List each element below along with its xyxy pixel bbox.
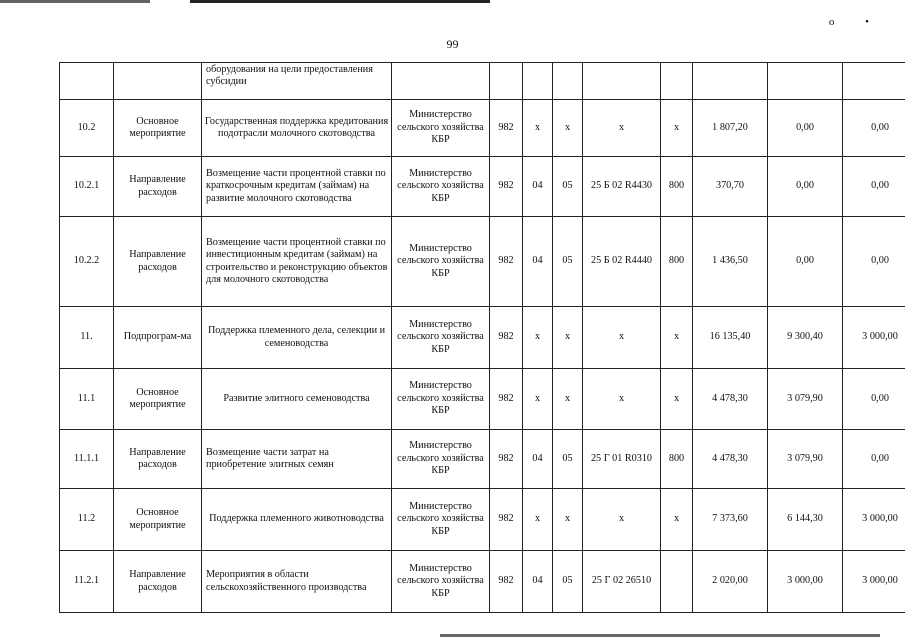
cell-sec: х [523,307,553,369]
cell-target: х [583,100,661,157]
cell-v1: 1 807,20 [693,100,768,157]
cell-target: х [583,369,661,430]
cell-v1: 370,70 [693,157,768,217]
cell-target [583,63,661,100]
scan-top-edge [0,0,905,6]
cell-sub: х [553,489,583,551]
cell-v3: 0,00 [843,157,905,217]
cell-sec: 04 [523,217,553,307]
cell-v2: 3 079,90 [768,369,843,430]
cell-type: Направление расходов [114,217,202,307]
cell-sub: 05 [553,157,583,217]
cell-code: 982 [490,369,523,430]
cell-ministry: Министерство сельского хозяйства КБР [392,551,490,613]
cell-sub: 05 [553,430,583,489]
corner-marks: о • [828,16,883,28]
cell-sub: 05 [553,217,583,307]
cell-sub [553,63,583,100]
cell-v2: 6 144,30 [768,489,843,551]
cell-code: 982 [490,100,523,157]
cell-type: Основное мероприятие [114,100,202,157]
cell-kind: х [661,489,693,551]
cell-num: 11.1 [60,369,114,430]
table-row [60,369,905,430]
cell-code: 982 [490,157,523,217]
cell-target: 25 Г 01 R0310 [583,430,661,489]
cell-type: Направление расходов [114,157,202,217]
cell-ministry: Министерство сельского хозяйства КБР [392,217,490,307]
cell-kind: х [661,100,693,157]
cell-sec: х [523,489,553,551]
cell-type: Направление расходов [114,551,202,613]
cell-code: 982 [490,430,523,489]
cell-kind: х [661,307,693,369]
cell-ministry: Министерство сельского хозяйства КБР [392,100,490,157]
cell-ministry: Министерство сельского хозяйства КБР [392,430,490,489]
cell-v1: 1 436,50 [693,217,768,307]
cell-sec: 04 [523,157,553,217]
cell-kind: х [661,369,693,430]
table-row [60,489,905,551]
table-row [60,100,905,157]
cell-sec [523,63,553,100]
cell-code: 982 [490,217,523,307]
cell-name: Мероприятия в области сельскохозяйственного производства [202,551,392,613]
cell-num: 10.2.1 [60,157,114,217]
cell-v3: 0,00 [843,100,905,157]
table-row [60,63,905,100]
cell-ministry: Министерство сельского хозяйства КБР [392,369,490,430]
cell-v1: 2 020,00 [693,551,768,613]
cell-name: Развитие элитного семеноводства [202,369,392,430]
cell-v3: 0,00 [843,430,905,489]
cell-type: Основное мероприятие [114,369,202,430]
cell-ministry: Министерство сельского хозяйства КБР [392,307,490,369]
cell-num: 11.1.1 [60,430,114,489]
cell-name: Поддержка племенного дела, селекции и семеноводства [202,307,392,369]
cell-name: оборудования на цели предоставления субсидии [202,63,392,100]
budget-table [59,62,905,613]
cell-v3: 0,00 [843,217,905,307]
cell-num: 10.2.2 [60,217,114,307]
cell-name: Возмещение части процентной ставки по краткосрочным кредитам (займам) на развитие молочного скотоводства [202,157,392,217]
cell-sec: х [523,369,553,430]
cell-sub: х [553,307,583,369]
cell-v1: 4 478,30 [693,430,768,489]
table-row [60,217,905,307]
cell-target: 25 Г 02 26510 [583,551,661,613]
cell-sub: х [553,100,583,157]
cell-code [490,63,523,100]
scan-bottom-edge [440,634,880,637]
cell-sub: 05 [553,551,583,613]
cell-target: 25 Б 02 R4440 [583,217,661,307]
table-row [60,430,905,489]
cell-v2: 3 000,00 [768,551,843,613]
cell-num: 11.2.1 [60,551,114,613]
cell-num: 11.2 [60,489,114,551]
cell-kind [661,63,693,100]
cell-code: 982 [490,551,523,613]
cell-v2: 3 079,90 [768,430,843,489]
cell-v1: 4 478,30 [693,369,768,430]
cell-v2 [768,63,843,100]
cell-target: х [583,489,661,551]
cell-type: Направление расходов [114,430,202,489]
cell-v1 [693,63,768,100]
cell-v2: 9 300,40 [768,307,843,369]
table-row [60,157,905,217]
table-row [60,307,905,369]
cell-num [60,63,114,100]
cell-sec: 04 [523,430,553,489]
cell-name: Государственная поддержка кредитования подотрасли молочного скотоводства [202,100,392,157]
cell-target: х [583,307,661,369]
cell-kind: 800 [661,157,693,217]
cell-num: 10.2 [60,100,114,157]
cell-code: 982 [490,307,523,369]
cell-v2: 0,00 [768,100,843,157]
cell-code: 982 [490,489,523,551]
cell-sec: х [523,100,553,157]
cell-v2: 0,00 [768,217,843,307]
cell-v1: 16 135,40 [693,307,768,369]
cell-ministry [392,63,490,100]
cell-v3: 3 000,00 [843,551,905,613]
cell-name: Возмещение части процентной ставки по инвестиционным кредитам (займам) на строительство и реконструкцию объектов для молочного скотоводства [202,217,392,307]
cell-kind: 800 [661,217,693,307]
cell-type: Подпрограм-ма [114,307,202,369]
cell-v3 [843,63,905,100]
cell-target: 25 Б 02 R4430 [583,157,661,217]
cell-sub: х [553,369,583,430]
cell-name: Поддержка племенного животноводства [202,489,392,551]
cell-sec: 04 [523,551,553,613]
cell-ministry: Министерство сельского хозяйства КБР [392,489,490,551]
cell-type: Основное мероприятие [114,489,202,551]
cell-v3: 3 000,00 [843,489,905,551]
cell-type [114,63,202,100]
cell-kind [661,551,693,613]
table-row [60,551,905,613]
cell-ministry: Министерство сельского хозяйства КБР [392,157,490,217]
cell-v3: 3 000,00 [843,307,905,369]
cell-name: Возмещение части затрат на приобретение элитных семян [202,430,392,489]
cell-num: 11. [60,307,114,369]
cell-v1: 7 373,60 [693,489,768,551]
page-number: 99 [446,37,459,51]
cell-kind: 800 [661,430,693,489]
cell-v3: 0,00 [843,369,905,430]
cell-v2: 0,00 [768,157,843,217]
